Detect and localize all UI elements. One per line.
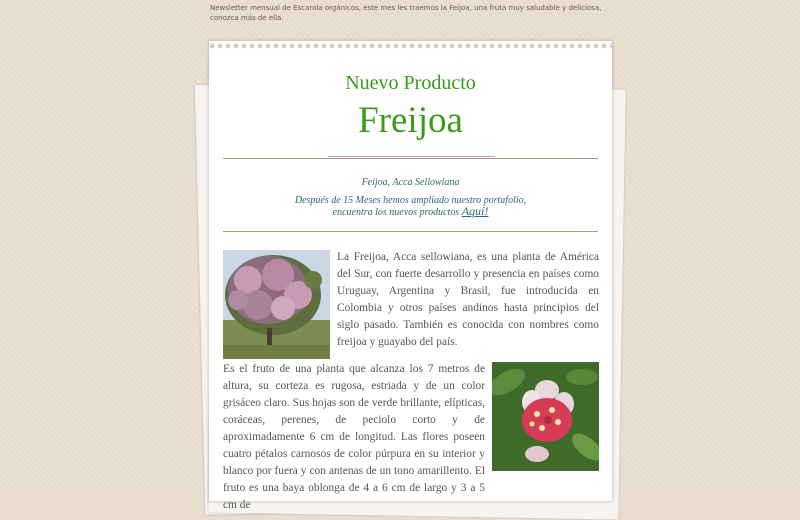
intro-line-1: Después de 15 Meses hemos ampliado nuestro portafolio, (294, 195, 527, 206)
newsletter-sheet (209, 41, 612, 511)
intro-line-2 (209, 206, 612, 218)
product-name: Feijoa, Acca Sellowiana (361, 177, 460, 188)
perforated-edge (209, 43, 612, 49)
title-divider (328, 156, 495, 157)
feijoa-tree-image (223, 250, 330, 359)
intro-line-2-text: encuentra los nuevos productos (332, 207, 460, 218)
header-title: Freijoa (358, 100, 463, 141)
feijoa-flower-image (492, 362, 599, 471)
preheader-text: Newsletter mensual de Escarola orgánicos, este mes les traemos la Feijoa, una fruta muy saludable y deliciosa, conozca más de ella. (210, 4, 602, 22)
products-link[interactable]: Aquí! (461, 204, 489, 218)
paragraph-1: La Freijoa, Acca sellowiana, es una planta de América del Sur, con fuerte desarrollo y presencia en países como Uruguay, Argentina y Brasil, fue introducida en Colombia y otros países andinos hasta principios del siglo pasado. También es conocida con nombres como freijoa y guayabo del país. (337, 251, 599, 348)
header-subtitle: Nuevo Producto (345, 72, 476, 94)
section-divider (223, 158, 598, 159)
paragraph-2: Es el fruto de una planta que alcanza los 7 metros de altura, su corteza es rugosa, estriada y de un color grisáceo claro. Sus hojas son de verde brillante, elípticas, coráceas, perenes, de peciolo corto y de aproximadamente 6 cm de longitud. Las flores poseen cuatro pétalos carnosos de color púrpura en su interior y blanco por fuera y con antenas de un tono amarillento. El fruto es una baya oblonga de 4 a 6 cm de largo y 3 a 5 cm de (223, 363, 485, 511)
intro-announcement (209, 195, 612, 218)
section-divider (223, 231, 598, 232)
